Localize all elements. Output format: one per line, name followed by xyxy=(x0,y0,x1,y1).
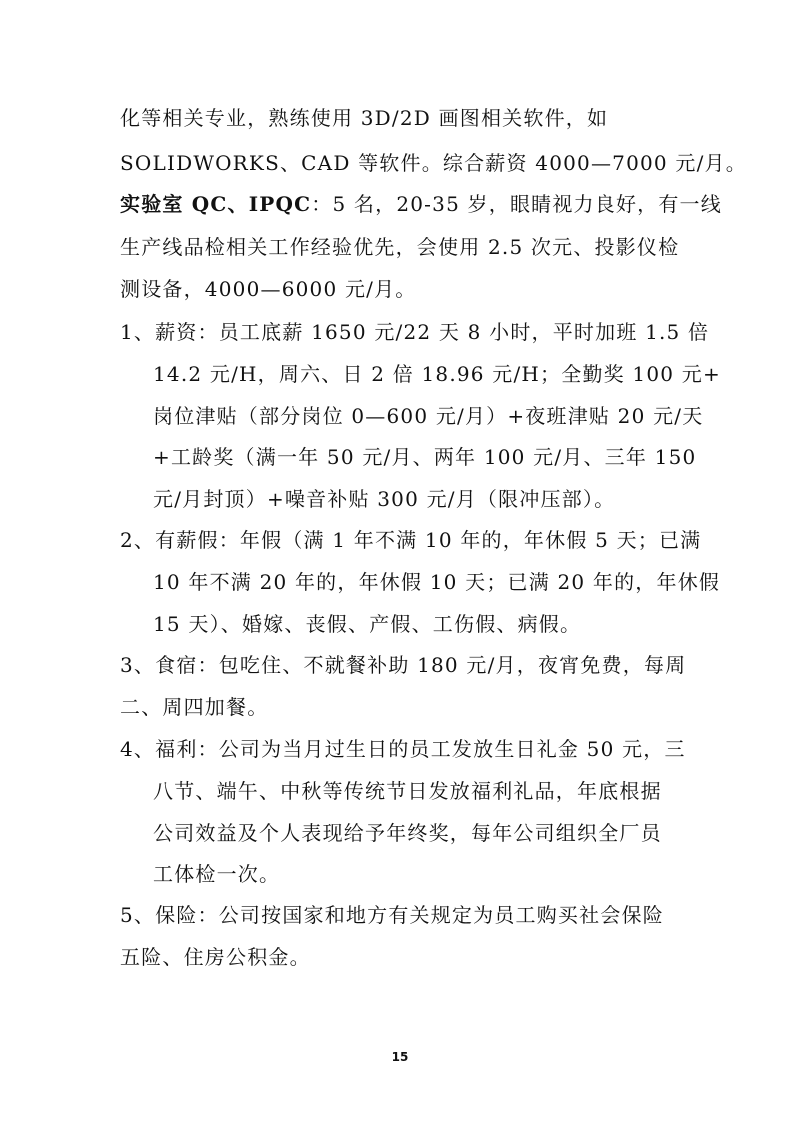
intro-line-2: SOLIDWORKS、CAD 等软件。综合薪资 4000—7000 元/月。 xyxy=(120,151,747,175)
item-3-line-1: 3、食宿：包吃住、不就餐补助 180 元/月，夜宵免费，每周 xyxy=(120,653,687,677)
item-1-line-4: +工龄奖（满一年 50 元/月、两年 100 元/月、三年 150 xyxy=(153,445,697,469)
item-1-line-5: 元/月封顶）+噪音补贴 300 元/月（限冲压部）。 xyxy=(153,487,616,511)
item-2-line-2: 10 年不满 20 年的，年休假 10 天；已满 20 年的，年休假 xyxy=(153,570,721,594)
qc-line-2: 生产线品检相关工作经验优先，会使用 2.5 次元、投影仪检 xyxy=(120,235,680,259)
page-number: 15 xyxy=(391,1050,409,1064)
item-3-line-2: 二、周四加餐。 xyxy=(120,695,269,719)
qc-section-title: 实验室 QC、IPQC xyxy=(120,192,312,216)
item-4-line-2: 八节、端午、中秋等传统节日发放福利礼品，年底根据 xyxy=(153,779,662,803)
item-5-line-1: 5、保险：公司按国家和地方有关规定为员工购买社会保险 xyxy=(120,903,664,927)
item-5-line-2: 五险、住房公积金。 xyxy=(120,945,311,969)
qc-line-1-rest: ：5 名，20-35 岁，眼睛视力良好，有一线 xyxy=(311,192,722,216)
item-2-line-3: 15 天）、婚嫁、丧假、产假、工伤假、病假。 xyxy=(153,612,582,636)
qc-line-1 xyxy=(120,191,722,217)
item-4-line-4: 工体检一次。 xyxy=(153,862,281,886)
qc-line-3: 测设备，4000—6000 元/月。 xyxy=(120,277,417,301)
intro-line-1: 化等相关专业，熟练使用 3D/2D 画图相关软件，如 xyxy=(120,106,609,130)
item-1-line-3: 岗位津贴（部分岗位 0—600 元/月）+夜班津贴 20 元/天 xyxy=(153,404,704,428)
item-2-line-1: 2、有薪假：年假（满 1 年不满 10 年的，年休假 5 天；已满 xyxy=(120,528,702,552)
item-1-line-1: 1、薪资：员工底薪 1650 元/22 天 8 小时，平时加班 1.5 倍 xyxy=(120,320,710,344)
item-4-line-3: 公司效益及个人表现给予年终奖，每年公司组织全厂员 xyxy=(153,821,662,845)
item-1-line-2: 14.2 元/H，周六、日 2 倍 18.96 元/H；全勤奖 100 元+ xyxy=(153,362,721,386)
item-4-line-1: 4、福利：公司为当月过生日的员工发放生日礼金 50 元，三 xyxy=(120,737,686,761)
